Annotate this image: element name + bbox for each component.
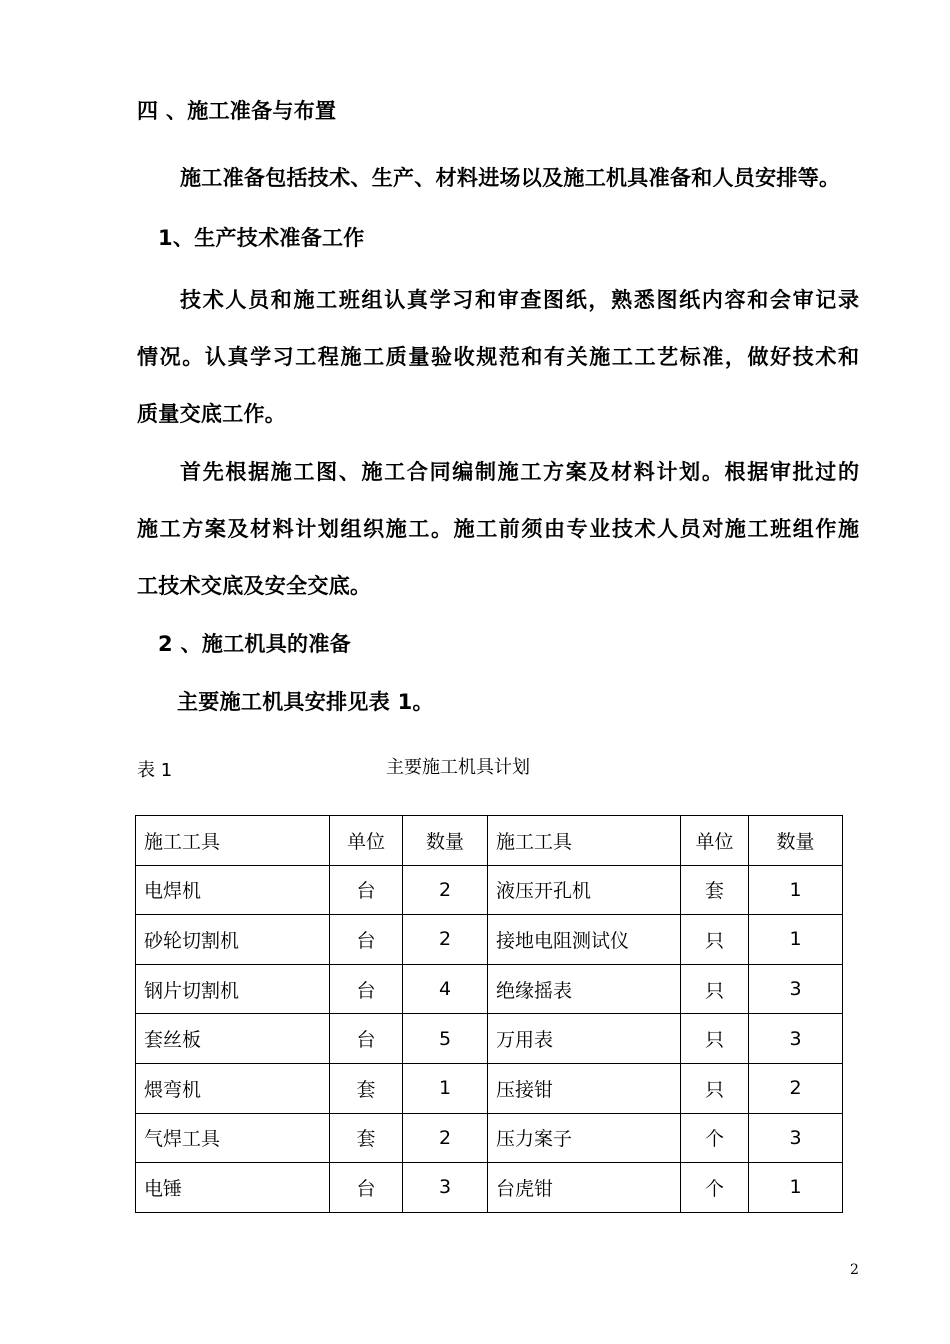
paragraph-2-line-2: 施工方案及材料计划组织施工。施工前须由专业技术人员对施工班组作施	[137, 517, 859, 541]
table-row	[136, 1163, 843, 1213]
quantity-cell: 2	[403, 915, 488, 965]
table-row	[136, 964, 843, 1014]
table-row	[136, 1113, 843, 1163]
unit-cell: 台	[330, 915, 403, 965]
header-cell: 数量	[749, 816, 843, 866]
tool-name-cell: 压接钳	[488, 1063, 681, 1113]
tool-name-cell: 钢片切割机	[136, 964, 330, 1014]
header-cell: 单位	[330, 816, 403, 866]
unit-cell: 个	[681, 1163, 749, 1213]
tool-name-cell: 绝缘摇表	[488, 964, 681, 1014]
quantity-cell: 1	[403, 1063, 488, 1113]
tool-name-cell: 套丝板	[136, 1014, 330, 1064]
quantity-cell: 1	[749, 1163, 843, 1213]
subsection-1-heading: 1、生产技术准备工作	[158, 226, 365, 250]
header-cell: 施工工具	[488, 816, 681, 866]
unit-cell: 只	[681, 915, 749, 965]
table-row	[136, 1063, 843, 1113]
paragraph-1-line-1: 技术人员和施工班组认真学习和审查图纸，熟悉图纸内容和会审记录	[180, 288, 859, 312]
unit-cell: 套	[681, 865, 749, 915]
header-cell: 单位	[681, 816, 749, 866]
table-row	[136, 1014, 843, 1064]
quantity-cell: 1	[749, 915, 843, 965]
subsection-2-heading: 2 、施工机具的准备	[158, 632, 351, 656]
unit-cell: 只	[681, 964, 749, 1014]
quantity-cell: 4	[403, 964, 488, 1014]
tool-name-cell: 万用表	[488, 1014, 681, 1064]
quantity-cell: 3	[749, 964, 843, 1014]
quantity-cell: 1	[749, 865, 843, 915]
tool-name-cell: 压力案子	[488, 1113, 681, 1163]
tool-name-cell: 台虎钳	[488, 1163, 681, 1213]
tool-name-cell: 砂轮切割机	[136, 915, 330, 965]
quantity-cell: 3	[749, 1014, 843, 1064]
unit-cell: 套	[330, 1063, 403, 1113]
paragraph-2-line-3: 工技术交底及安全交底。	[137, 574, 372, 598]
unit-cell: 台	[330, 1014, 403, 1064]
unit-cell: 台	[330, 1163, 403, 1213]
table-row	[136, 865, 843, 915]
section-heading: 四 、施工准备与布置	[137, 99, 337, 123]
tool-name-cell: 气焊工具	[136, 1113, 330, 1163]
intro-paragraph: 施工准备包括技术、生产、材料进场以及施工机具准备和人员安排等。	[180, 166, 841, 190]
table-row	[136, 915, 843, 965]
page-number: 2	[850, 1262, 859, 1278]
header-cell: 数量	[403, 816, 488, 866]
quantity-cell: 5	[403, 1014, 488, 1064]
quantity-cell: 3	[749, 1113, 843, 1163]
tool-name-cell: 液压开孔机	[488, 865, 681, 915]
quantity-cell: 2	[749, 1063, 843, 1113]
unit-cell: 个	[681, 1113, 749, 1163]
header-cell: 施工工具	[136, 816, 330, 866]
paragraph-1-line-2: 情况。认真学习工程施工质量验收规范和有关施工工艺标准，做好技术和	[137, 345, 859, 369]
tool-name-cell: 电焊机	[136, 865, 330, 915]
table-title: 主要施工机具计划	[386, 757, 530, 778]
tools-table	[135, 815, 843, 1213]
paragraph-2-line-1: 首先根据施工图、施工合同编制施工方案及材料计划。根据审批过的	[180, 460, 859, 484]
quantity-cell: 2	[403, 865, 488, 915]
quantity-cell: 2	[403, 1113, 488, 1163]
unit-cell: 只	[681, 1063, 749, 1113]
tool-name-cell: 煨弯机	[136, 1063, 330, 1113]
paragraph-1-line-3: 质量交底工作。	[137, 402, 287, 426]
unit-cell: 套	[330, 1113, 403, 1163]
unit-cell: 只	[681, 1014, 749, 1064]
unit-cell: 台	[330, 865, 403, 915]
subsection-2-text: 主要施工机具安排见表 1。	[177, 690, 434, 714]
tool-name-cell: 接地电阻测试仪	[488, 915, 681, 965]
tool-name-cell: 电锤	[136, 1163, 330, 1213]
table-label: 表 1	[137, 760, 173, 781]
unit-cell: 台	[330, 964, 403, 1014]
table-header-row	[136, 816, 843, 866]
quantity-cell: 3	[403, 1163, 488, 1213]
